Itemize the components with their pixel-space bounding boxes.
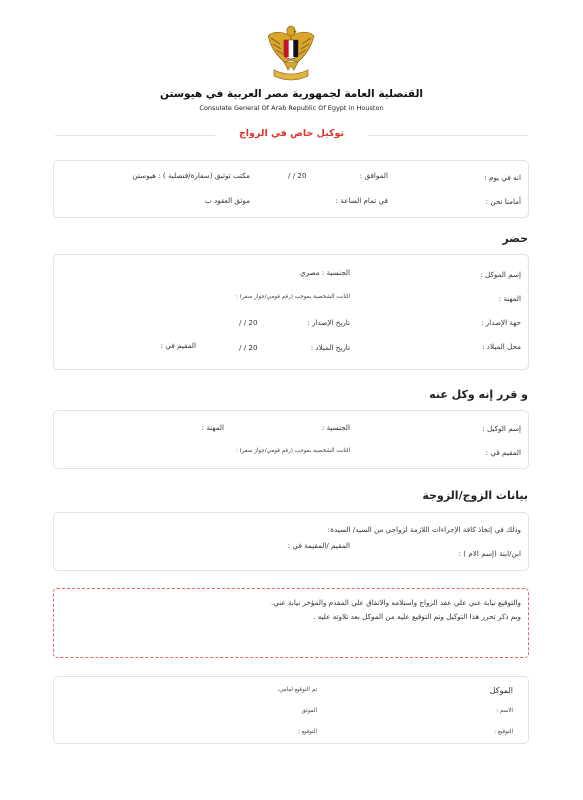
- agent-profession-label: المهنة :: [201, 423, 224, 432]
- notary-signature-heading: الموثق: [301, 708, 317, 714]
- issuer-label: جهة الإصدار :: [480, 318, 521, 327]
- consulate-title-arabic: القنصلية العامة لجمهورية مصر العربية في هيوستن: [160, 88, 423, 100]
- clause-line-2: وبم ذكر تحرر هذا التوكيل وتم التوقيع عليه من الموكل بعد تلاوته عليه .: [313, 612, 521, 621]
- principal-signature-label: التوقيع :: [494, 729, 513, 735]
- birth-date-label: تاريخ الميلاد :: [310, 343, 350, 352]
- agent-section-title: و قرر إنه وكل عنه: [429, 388, 528, 401]
- agent-name-label: إسم الوكيل :: [482, 424, 521, 433]
- agent-nationality-label: الجنسية :: [321, 423, 350, 432]
- spouse-parent-label: ابن/ابنة (إسم الام ) :: [458, 549, 521, 558]
- spouse-section-title: بيانات الزوج/الزوجة: [422, 489, 528, 502]
- principal-nationality: الجنسية : مصري: [299, 268, 350, 277]
- agent-box: [53, 410, 529, 469]
- birthplace-label: محل الميلاد :: [482, 342, 521, 351]
- principal-name-label: إسم الموكل :: [480, 270, 521, 279]
- on-day-label: انه في يوم :: [484, 173, 521, 182]
- issue-date-label: تاريخ الإصدار :: [307, 318, 350, 327]
- before-us-label: أمامنا نحن :: [485, 197, 521, 206]
- intro-box: [53, 160, 529, 218]
- attended-section-title: حضر: [502, 232, 528, 245]
- document-title-bar: [55, 128, 528, 144]
- egypt-eagle-emblem: [266, 22, 316, 84]
- principal-name-signature-label: الاسم :: [496, 708, 513, 714]
- consulate-title-english: Consulate General Of Arab Republic Of Egypt in Houston: [199, 104, 384, 112]
- agent-id-proof-label: الثابت الشخصية بموجب (رقم قومي/جواز سفر) :: [235, 448, 350, 454]
- principal-resident-label: المقيم في :: [160, 341, 196, 350]
- document-title: توكيل خاص في الزواج: [238, 128, 345, 139]
- attended-box: [53, 254, 529, 370]
- birth-date-placeholder: / / 20: [239, 343, 258, 352]
- principal-id-proof-label: الثابت الشخصية بموجب (رقم قومي/جواز سفر) :: [235, 294, 350, 300]
- at-hour-label: في تمام الساعة :: [335, 196, 388, 205]
- agent-resident-label: المقيم في :: [485, 448, 521, 457]
- issue-date-placeholder: / / 20: [239, 318, 258, 327]
- spouse-resident-label: المقيم /المقيمة في :: [287, 541, 350, 550]
- notary-signature-label: التوقيع :: [298, 729, 317, 735]
- spouse-intro-line: وذلك في إتخاذ كافة الإجراءات اللازمة لزواجي من السيد/ السيدة:: [327, 525, 521, 534]
- corresponding-date-placeholder: / / 20: [288, 171, 307, 180]
- principal-profession-label: المهنة :: [498, 294, 521, 303]
- signed-before-me-label: تم التوقيع امامي،: [277, 687, 317, 693]
- principal-signature-heading: الموكل: [489, 686, 513, 695]
- clause-line-1: والتوقيع نيابة عني علي عقد الزواج واستلامه والاتفاق علي المقدم والمؤخر نيابة عني.: [270, 598, 521, 607]
- office-label: مكتب توثيق (سفارة/قنصلية ) : هيوستن: [132, 171, 250, 180]
- notary-label: موثق العقود ب: [204, 196, 250, 205]
- corresponding-label: الموافق :: [359, 171, 388, 180]
